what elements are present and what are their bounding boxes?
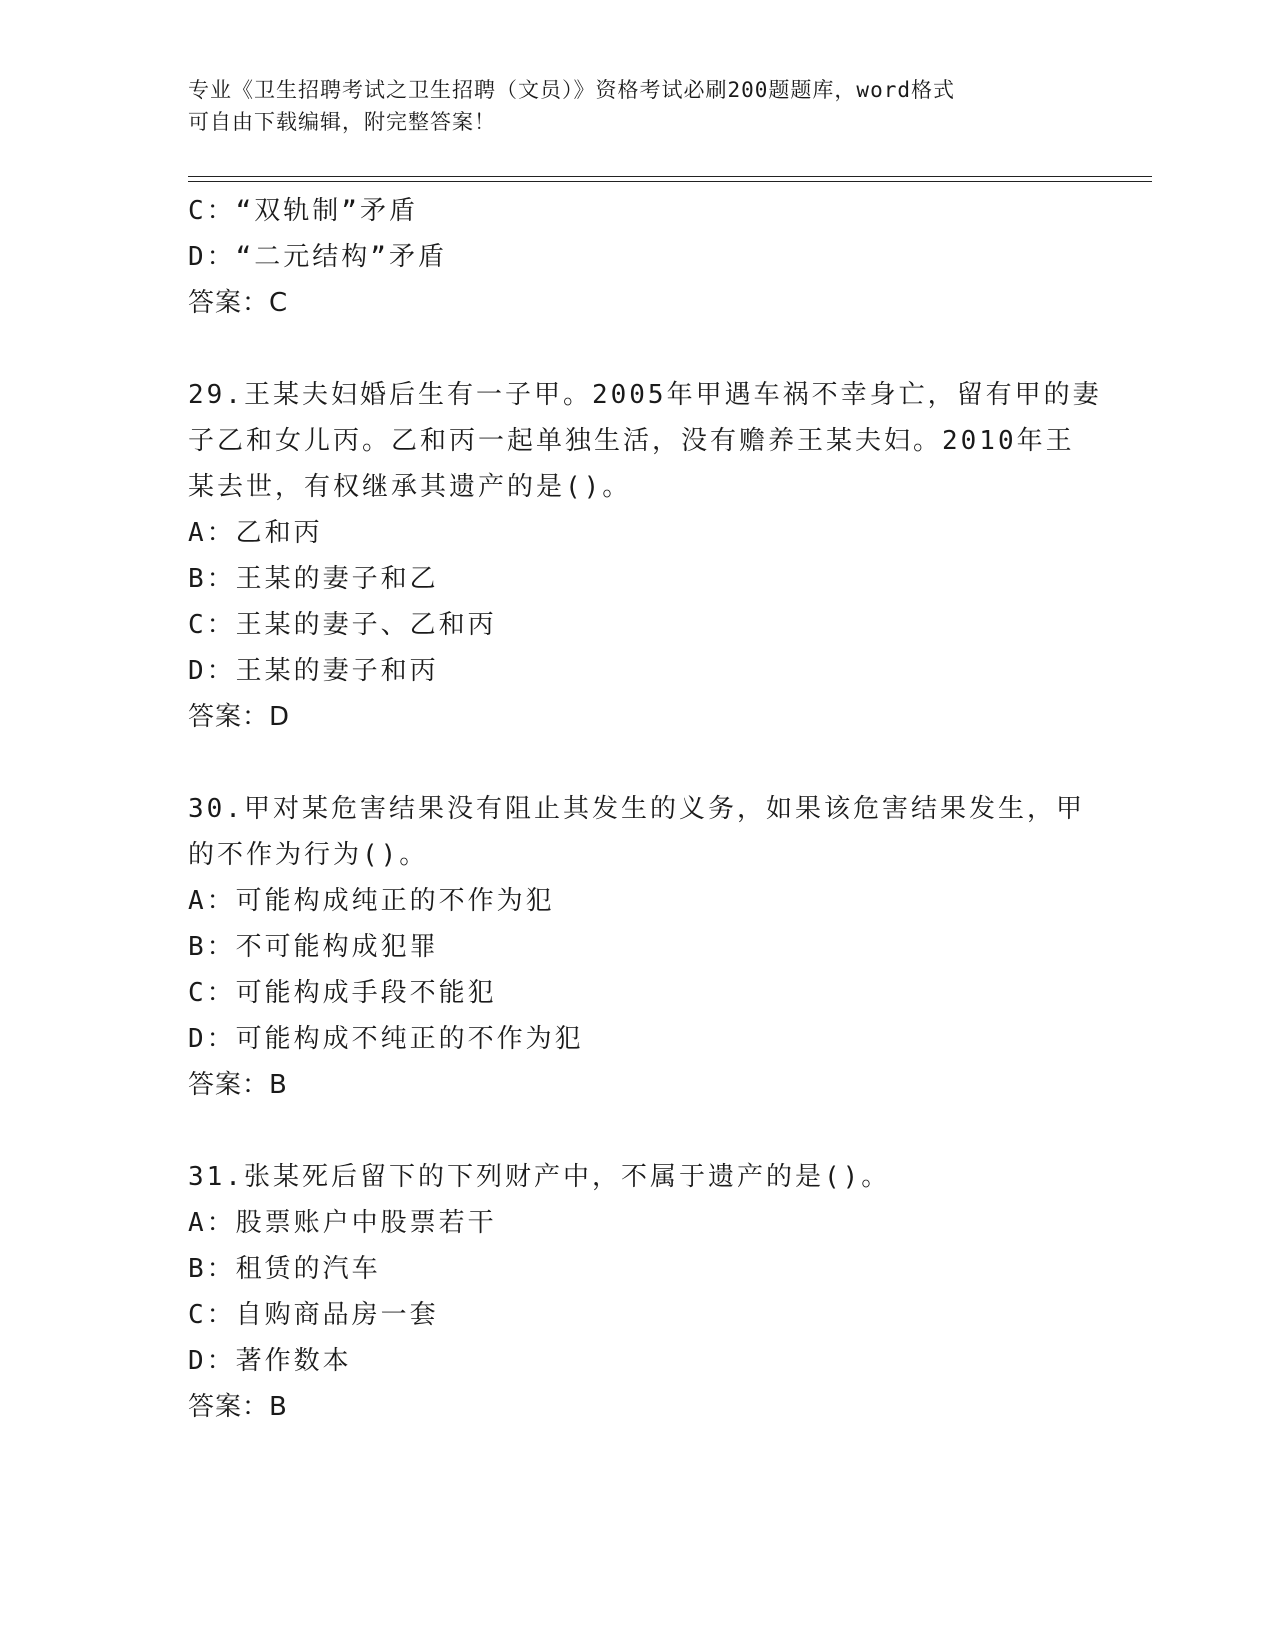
question-28-block bbox=[188, 188, 1088, 326]
option-d: D：王某的妻子和丙 bbox=[188, 656, 439, 686]
option-d: D：“二元结构”矛盾 bbox=[188, 242, 447, 272]
header-line-1: 专业《卫生招聘考试之卫生招聘（文员）》资格考试必刷200题题库，word格式 bbox=[188, 78, 955, 102]
option-d: D：著作数本 bbox=[188, 1346, 352, 1376]
spacer bbox=[188, 740, 1088, 786]
option-d: D：可能构成不纯正的不作为犯 bbox=[188, 1024, 584, 1054]
question-29-block bbox=[188, 372, 1102, 740]
option-b: B：不可能构成犯罪 bbox=[188, 932, 439, 962]
question-31-block bbox=[188, 1154, 1088, 1430]
document-header bbox=[188, 74, 1088, 138]
option-a: A：可能构成纯正的不作为犯 bbox=[188, 886, 555, 916]
question-30-block bbox=[188, 786, 1088, 1108]
option-b: B：租赁的汽车 bbox=[188, 1254, 381, 1284]
header-divider-top bbox=[188, 176, 1152, 177]
answer-line: 答案：C bbox=[188, 288, 289, 318]
header-divider-bottom bbox=[188, 181, 1152, 182]
header-line-2: 可自由下载编辑，附完整答案！ bbox=[188, 110, 496, 134]
option-a: A：乙和丙 bbox=[188, 518, 323, 548]
answer-line: 答案：B bbox=[188, 1392, 288, 1422]
answer-line: 答案：D bbox=[188, 702, 291, 732]
option-c: C：自购商品房一套 bbox=[188, 1300, 439, 1330]
option-c: C：可能构成手段不能犯 bbox=[188, 978, 497, 1008]
question-stem-line: 29.王某夫妇婚后生有一子甲。2005年甲遇车祸不幸身亡，留有甲的妻 bbox=[188, 380, 1102, 410]
option-b: B：王某的妻子和乙 bbox=[188, 564, 439, 594]
option-a: A：股票账户中股票若干 bbox=[188, 1208, 497, 1238]
question-stem-line: 子乙和女儿丙。乙和丙一起单独生活，没有赡养王某夫妇。2010年王 bbox=[188, 426, 1075, 456]
spacer bbox=[188, 1108, 1088, 1154]
spacer bbox=[188, 326, 1088, 372]
question-stem-line: 30.甲对某危害结果没有阻止其发生的义务，如果该危害结果发生，甲 bbox=[188, 794, 1085, 824]
option-c: C：“双轨制”矛盾 bbox=[188, 196, 418, 226]
question-stem-line: 31.张某死后留下的下列财产中，不属于遗产的是()。 bbox=[188, 1162, 891, 1192]
answer-line: 答案：B bbox=[188, 1070, 288, 1100]
option-c: C：王某的妻子、乙和丙 bbox=[188, 610, 497, 640]
question-stem-line: 的不作为行为()。 bbox=[188, 840, 429, 870]
question-content bbox=[188, 188, 1102, 1430]
question-stem-line: 某去世，有权继承其遗产的是()。 bbox=[188, 472, 632, 502]
